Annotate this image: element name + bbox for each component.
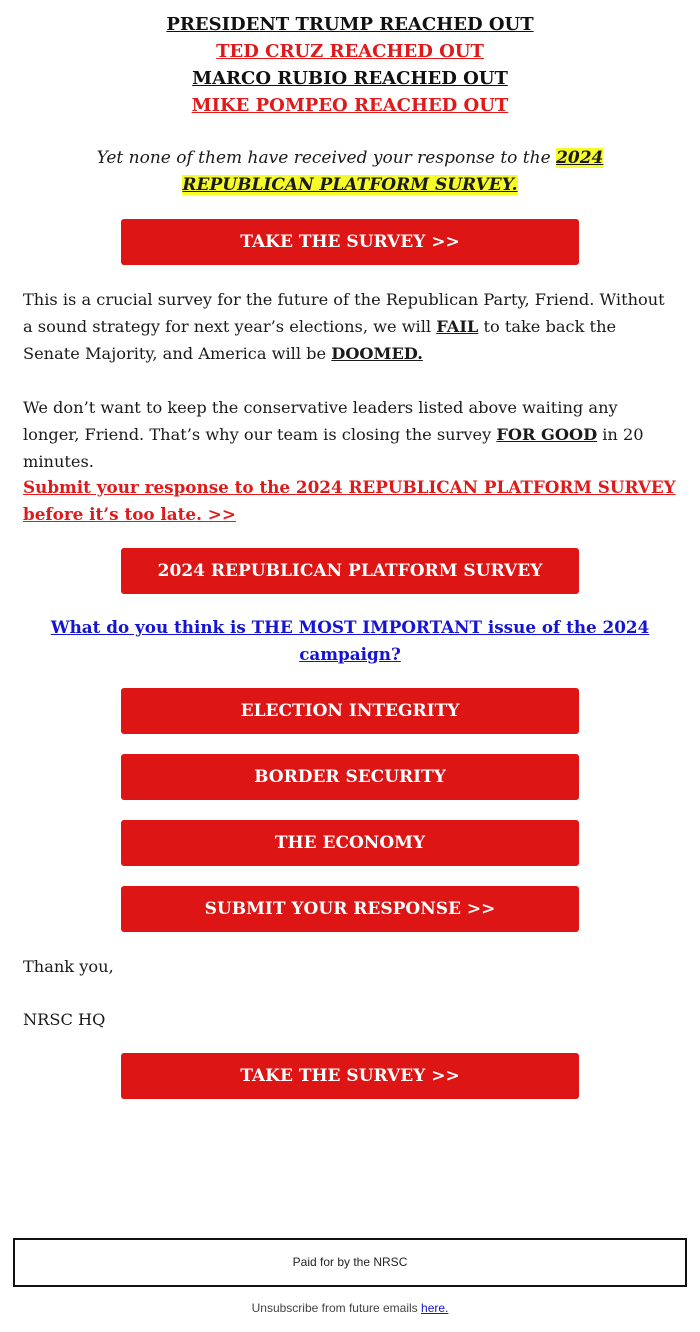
unsubscribe-link[interactable]: here.	[421, 1301, 449, 1315]
headline-rubio[interactable]: MARCO RUBIO REACHED OUT	[192, 68, 508, 89]
platform-survey-button[interactable]: 2024 REPUBLICAN PLATFORM SURVEY	[121, 548, 579, 594]
paragraph-strategy	[23, 286, 675, 367]
unsubscribe-line	[0, 1300, 700, 1316]
paid-for-text: Paid for by the NRSC	[292, 1255, 408, 1269]
paragraph-deadline	[23, 394, 675, 475]
sender-signature: NRSC HQ	[23, 1010, 106, 1029]
doomed-emphasis: DOOMED.	[331, 344, 423, 363]
headline-cruz[interactable]: TED CRUZ REACHED OUT	[216, 41, 484, 62]
unsubscribe-text: Unsubscribe from future emails	[251, 1301, 422, 1315]
most-important-issue-link[interactable]: What do you think is THE MOST IMPORTANT issue of the 2024 campaign?	[50, 617, 650, 664]
paragraph-deadline-text-b: in 20 minutes.	[23, 425, 644, 471]
border-security-button[interactable]: BORDER SECURITY	[121, 754, 579, 800]
submit-response-button[interactable]: SUBMIT YOUR RESPONSE >>	[121, 886, 579, 932]
intro-plain: Yet none of them have received your response to the	[96, 148, 557, 168]
for-good-emphasis: FOR GOOD	[496, 425, 598, 444]
take-survey-button-bottom[interactable]: TAKE THE SURVEY >>	[121, 1053, 579, 1099]
paid-for-disclaimer	[13, 1238, 687, 1287]
take-survey-button-top[interactable]: TAKE THE SURVEY >>	[121, 219, 579, 265]
headline-pompeo[interactable]: MIKE POMPEO REACHED OUT	[191, 95, 509, 116]
fail-emphasis: FAIL	[436, 317, 479, 336]
paragraph-deadline-text-a: We don’t want to keep the conservative leaders listed above waiting any longer, Friend. That’s why our team is closing the survey	[23, 398, 618, 444]
intro-text	[40, 145, 660, 199]
headline-trump[interactable]: PRESIDENT TRUMP REACHED OUT	[166, 14, 534, 35]
election-integrity-button[interactable]: ELECTION INTEGRITY	[121, 688, 579, 734]
the-economy-button[interactable]: THE ECONOMY	[121, 820, 579, 866]
paragraph-strategy-text-a: This is a crucial survey for the future of the Republican Party, Friend. Without a sound strategy for next year’s elections, we will	[23, 290, 665, 336]
intro-highlight[interactable]: 2024 REPUBLICAN PLATFORM SURVEY.	[182, 148, 604, 195]
paragraph-strategy-text-b: to take back the Senate Majority, and America will be	[23, 317, 617, 363]
headline-block	[0, 11, 700, 119]
submit-response-link[interactable]: Submit your response to the 2024 REPUBLICAN PLATFORM SURVEY before it’s too late. >>	[23, 477, 676, 524]
thank-you-text: Thank you,	[23, 957, 114, 976]
